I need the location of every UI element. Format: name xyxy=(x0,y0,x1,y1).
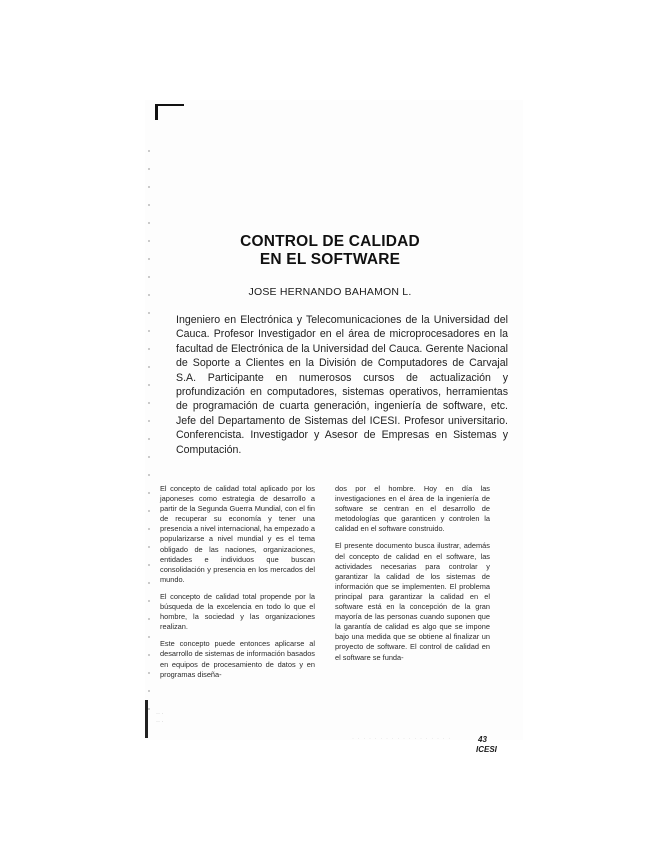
page-number: 43 xyxy=(478,735,487,744)
corner-crop-mark xyxy=(155,104,158,120)
article-title-line-2: EN EL SOFTWARE xyxy=(259,251,401,268)
body-paragraph: El concepto de calidad total aplicado por los japoneses como estrategia de desarrollo a partir de la Segunda Guerra Mundial, con el fin de recuperar su economía y tener una presencia a nivel internacional, ha empezado a popularizarse a nivel mundial y es el tema obligado de las naciones, organizaciones, entidades e individuos que buscan consolidación y presencia en los mercados del mundo. xyxy=(160,484,315,584)
margin-faint-marks: ·· · ·· · xyxy=(156,711,164,725)
body-paragraph: El concepto de calidad total propende por la búsqueda de la excelencia en todo lo que el hombre, la sociedad y las organizaciones realizan. xyxy=(160,591,315,632)
body-paragraph: El presente documento busca ilustrar, además del concepto de calidad en el software, las actividades necesarias para controlar y garantizar la calidad de los sistemas de información que se implementen. El problema principal para garantizar la calidad en el software está en la concepción de la gran mayoría de las personas cuando suponen que la garantía de calidad es algo que se impone bajo una medida que se obtiene al finalizar un proyecto de software. El control de calidad en el software se funda- xyxy=(335,541,490,662)
footer-faint-dots: · · · · · · · · · · · · · · · · · · xyxy=(352,736,452,742)
body-column-left xyxy=(160,484,315,687)
publisher-brand: ICESI xyxy=(476,745,497,754)
body-column-right xyxy=(335,484,490,670)
article-title xyxy=(200,233,460,269)
article-author: JOSE HERNANDO BAHAMON L. xyxy=(248,286,412,298)
binding-edge-marks xyxy=(148,150,150,710)
body-paragraph: Este concepto puede entonces aplicarse al desarrollo de sistemas de información basados en equipos de procesamiento de datos y en programas diseña- xyxy=(160,639,315,679)
article-title-line-1: CONTROL DE CALIDAD xyxy=(240,233,420,250)
body-paragraph: dos por el hombre. Hoy en día las investigaciones en el área de la ingeniería de software se centran en el desarrollo de metodologías que garanticen y controlen la calidad en el software construido. xyxy=(335,484,490,534)
corner-crop-line xyxy=(158,104,184,106)
author-bio: Ingeniero en Electrónica y Telecomunicaciones de la Universidad del Cauca. Profesor Investigador en el área de microprocesadores en la facultad de Electrónica de la Universidad del Cauca. Gerente Nacional de Soporte a Clientes en la División de Computadores de Carvajal S.A. Participante en numerosos cursos de actualización y profundización en computadores, sistemas operativos, herramientas de programación de cuarta generación, ingeniería de software, etc. Jefe del Departamento de Sistemas del ICESI. Profesor universitario. Conferencista. Investigador y Asesor de Empresas en Sistemas y Computación. xyxy=(176,314,508,456)
margin-bar-mark xyxy=(145,700,148,738)
